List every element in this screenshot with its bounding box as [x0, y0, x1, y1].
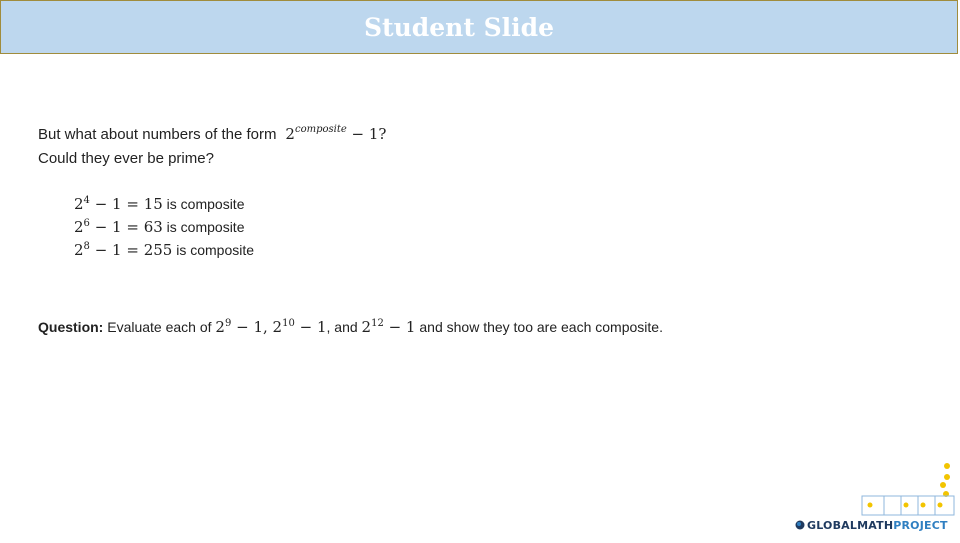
example-item: $2^6 - 1 = 63$ is composite	[74, 218, 245, 236]
intro-text-1: But what about numbers of the form	[38, 126, 277, 143]
slide-title: Student Slide	[363, 13, 555, 42]
title-bar	[0, 0, 958, 54]
intro-text	[38, 118, 386, 171]
intro-formula: $2^{composite} - 1$?	[285, 124, 387, 143]
examples-list	[74, 191, 254, 260]
example-item: $2^8 - 1 = 255$ is composite	[74, 241, 255, 259]
question-label: Question:	[38, 319, 104, 335]
example-item: $2^4 - 1 = 15$ is composite	[74, 195, 245, 213]
intro-line-2: Could they ever be prime?	[38, 150, 214, 167]
intro-line-1	[38, 118, 386, 147]
logo-wordmark: GLOBALMATHPROJECT	[807, 519, 948, 532]
question-text: Question: Evaluate each of $2^9 - 1$, $2^{10} - 1$, and $2^{12} - 1$ and show they too are each composite.	[38, 318, 663, 336]
global-math-project-logo	[790, 458, 960, 538]
